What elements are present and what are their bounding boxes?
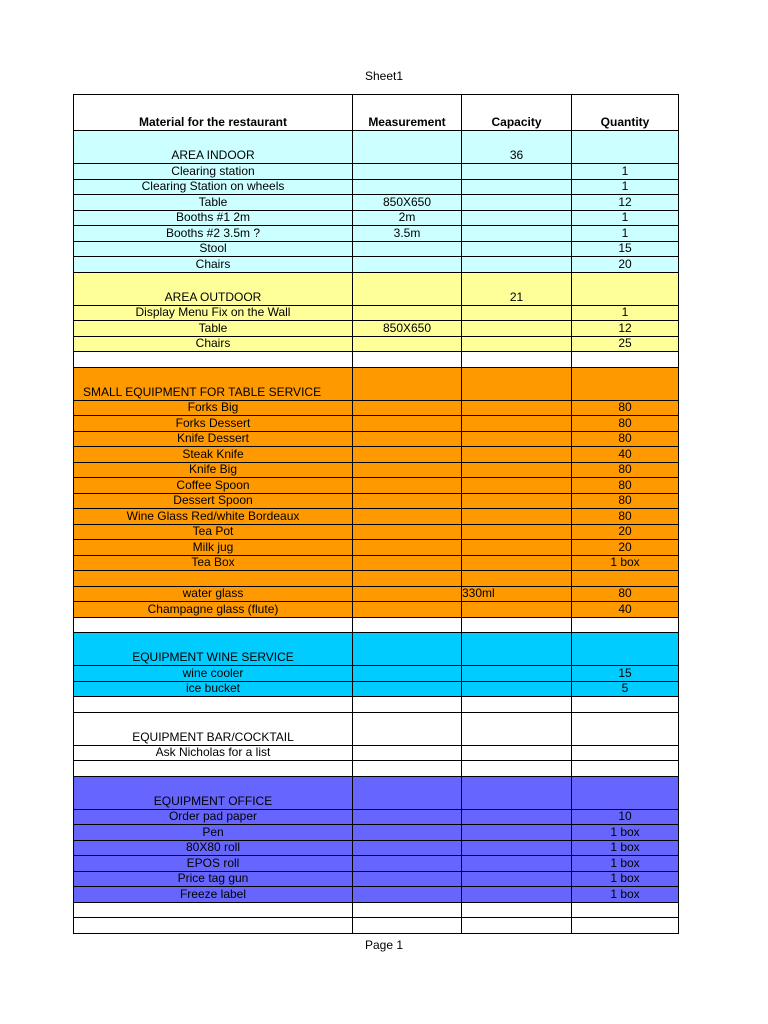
capacity-cell [462, 524, 572, 540]
capacity-cell [462, 321, 572, 337]
material-cell: wine cooler [74, 666, 353, 682]
quantity-cell: 1 [572, 179, 679, 195]
blank-row [74, 918, 679, 934]
table-row [74, 336, 679, 352]
material-cell: Steak Knife [74, 447, 353, 463]
table-row [74, 586, 679, 602]
table-row [74, 321, 679, 337]
capacity-cell [462, 305, 572, 321]
header-material: Material for the restaurant [74, 95, 353, 131]
page-footer: Page 1 [364, 938, 404, 952]
capacity-cell [462, 179, 572, 195]
quantity-cell: 15 [572, 666, 679, 682]
table-row [74, 447, 679, 463]
capacity-cell [462, 509, 572, 525]
measurement-cell [353, 493, 462, 509]
capacity-cell [462, 367, 572, 400]
table-row [74, 745, 679, 761]
material-cell: Freeze label [74, 887, 353, 903]
table-row [74, 681, 679, 697]
capacity-cell [462, 462, 572, 478]
table-row [74, 493, 679, 509]
material-cell [74, 571, 353, 587]
material-cell [74, 697, 353, 713]
material-cell: AREA INDOOR [74, 131, 353, 164]
capacity-cell [462, 400, 572, 416]
material-cell: EQUIPMENT BAR/COCKTAIL [74, 712, 353, 745]
quantity-cell: 12 [572, 195, 679, 211]
quantity-cell: 12 [572, 321, 679, 337]
measurement-cell [353, 352, 462, 368]
table-row [74, 400, 679, 416]
material-cell: Order pad paper [74, 809, 353, 825]
quantity-cell: 1 box [572, 555, 679, 571]
measurement-cell [353, 856, 462, 872]
section-header-row [74, 272, 679, 305]
capacity-cell [462, 336, 572, 352]
table-row [74, 809, 679, 825]
material-cell: EQUIPMENT WINE SERVICE [74, 633, 353, 666]
measurement-cell [353, 902, 462, 918]
table-row [74, 164, 679, 180]
measurement-cell: 850X650 [353, 195, 462, 211]
table-row [74, 856, 679, 872]
table-row [74, 602, 679, 618]
quantity-cell: 80 [572, 416, 679, 432]
quantity-cell [572, 776, 679, 809]
measurement-cell [353, 179, 462, 195]
material-table [73, 94, 679, 934]
material-cell: Table [74, 195, 353, 211]
capacity-cell [462, 887, 572, 903]
measurement-cell: 2m [353, 210, 462, 226]
capacity-cell [462, 447, 572, 463]
capacity-cell [462, 681, 572, 697]
quantity-cell: 1 box [572, 887, 679, 903]
material-cell: Chairs [74, 257, 353, 273]
measurement-cell [353, 887, 462, 903]
header-row [74, 95, 679, 131]
quantity-cell [572, 272, 679, 305]
material-cell: Ask Nicholas for a list [74, 745, 353, 761]
quantity-cell: 1 box [572, 825, 679, 841]
capacity-cell [462, 840, 572, 856]
capacity-cell [462, 666, 572, 682]
material-cell [74, 902, 353, 918]
table-row [74, 195, 679, 211]
table-row [74, 478, 679, 494]
capacity-cell [462, 712, 572, 745]
quantity-cell [572, 918, 679, 934]
blank-row [74, 761, 679, 777]
measurement-cell [353, 462, 462, 478]
table-row [74, 825, 679, 841]
quantity-cell: 80 [572, 431, 679, 447]
quantity-cell: 80 [572, 493, 679, 509]
sheet-title: Sheet1 [364, 69, 404, 83]
quantity-cell [572, 712, 679, 745]
capacity-cell [462, 226, 572, 242]
quantity-cell: 80 [572, 509, 679, 525]
material-cell: Knife Dessert [74, 431, 353, 447]
measurement-cell [353, 416, 462, 432]
quantity-cell: 1 [572, 210, 679, 226]
measurement-cell [353, 367, 462, 400]
capacity-cell [462, 210, 572, 226]
capacity-cell [462, 493, 572, 509]
quantity-cell: 40 [572, 602, 679, 618]
table-row [74, 509, 679, 525]
measurement-cell [353, 776, 462, 809]
measurement-cell [353, 918, 462, 934]
capacity-cell [462, 697, 572, 713]
quantity-cell: 1 [572, 305, 679, 321]
capacity-cell [462, 617, 572, 633]
material-cell: AREA OUTDOOR [74, 272, 353, 305]
measurement-cell [353, 257, 462, 273]
measurement-cell: 3.5m [353, 226, 462, 242]
measurement-cell [353, 241, 462, 257]
capacity-cell [462, 825, 572, 841]
quantity-cell: 20 [572, 540, 679, 556]
header-capacity: Capacity [462, 95, 572, 131]
quantity-cell [572, 131, 679, 164]
capacity-cell [462, 902, 572, 918]
header-measurement: Measurement [353, 95, 462, 131]
table-row [74, 305, 679, 321]
measurement-cell [353, 633, 462, 666]
measurement-cell [353, 555, 462, 571]
table-row [74, 555, 679, 571]
measurement-cell [353, 617, 462, 633]
quantity-cell: 15 [572, 241, 679, 257]
measurement-cell [353, 524, 462, 540]
capacity-cell [462, 416, 572, 432]
quantity-cell [572, 761, 679, 777]
capacity-cell [462, 571, 572, 587]
table-row [74, 871, 679, 887]
table-row [74, 179, 679, 195]
section-header-row [74, 712, 679, 745]
measurement-cell [353, 431, 462, 447]
quantity-cell: 25 [572, 336, 679, 352]
material-cell: Champagne glass (flute) [74, 602, 353, 618]
material-cell: Chairs [74, 336, 353, 352]
material-cell: Booths #1 2m [74, 210, 353, 226]
capacity-cell [462, 478, 572, 494]
measurement-cell [353, 681, 462, 697]
blank-row [74, 352, 679, 368]
material-cell [74, 617, 353, 633]
header-quantity: Quantity [572, 95, 679, 131]
capacity-cell [462, 431, 572, 447]
table-row [74, 666, 679, 682]
capacity-cell [462, 241, 572, 257]
table-row [74, 540, 679, 556]
table-row [74, 840, 679, 856]
capacity-cell [462, 633, 572, 666]
capacity-cell [462, 195, 572, 211]
blank-row [74, 571, 679, 587]
capacity-cell: 36 [462, 131, 572, 164]
material-cell: Display Menu Fix on the Wall [74, 305, 353, 321]
measurement-cell [353, 712, 462, 745]
material-cell: Wine Glass Red/white Bordeaux [74, 509, 353, 525]
measurement-cell [353, 478, 462, 494]
blank-row [74, 902, 679, 918]
measurement-cell [353, 761, 462, 777]
measurement-cell [353, 305, 462, 321]
quantity-cell [572, 697, 679, 713]
capacity-cell: 330ml [462, 586, 572, 602]
material-cell: EQUIPMENT OFFICE [74, 776, 353, 809]
material-cell: Clearing Station on wheels [74, 179, 353, 195]
material-cell: Dessert Spoon [74, 493, 353, 509]
capacity-cell [462, 257, 572, 273]
table-row [74, 524, 679, 540]
material-cell [74, 761, 353, 777]
table-row [74, 210, 679, 226]
measurement-cell [353, 745, 462, 761]
blank-row [74, 617, 679, 633]
measurement-cell [353, 666, 462, 682]
measurement-cell [353, 602, 462, 618]
capacity-cell [462, 856, 572, 872]
measurement-cell [353, 871, 462, 887]
capacity-cell [462, 809, 572, 825]
material-cell: Knife Big [74, 462, 353, 478]
quantity-cell [572, 633, 679, 666]
quantity-cell: 20 [572, 524, 679, 540]
capacity-cell [462, 871, 572, 887]
material-cell: Price tag gun [74, 871, 353, 887]
material-cell: Coffee Spoon [74, 478, 353, 494]
material-cell: Stool [74, 241, 353, 257]
measurement-cell [353, 400, 462, 416]
capacity-cell: 21 [462, 272, 572, 305]
material-cell: EPOS roll [74, 856, 353, 872]
section-header-row [74, 367, 679, 400]
capacity-cell [462, 745, 572, 761]
quantity-cell: 80 [572, 462, 679, 478]
material-cell: Tea Box [74, 555, 353, 571]
material-cell: Clearing station [74, 164, 353, 180]
material-table-body [74, 95, 679, 934]
table-row [74, 226, 679, 242]
quantity-cell: 40 [572, 447, 679, 463]
quantity-cell: 1 [572, 226, 679, 242]
quantity-cell: 1 [572, 164, 679, 180]
material-cell: Table [74, 321, 353, 337]
quantity-cell: 1 box [572, 856, 679, 872]
capacity-cell [462, 164, 572, 180]
measurement-cell [353, 697, 462, 713]
measurement-cell [353, 540, 462, 556]
table-row [74, 887, 679, 903]
quantity-cell [572, 745, 679, 761]
quantity-cell: 1 box [572, 840, 679, 856]
material-cell: Booths #2 3.5m ? [74, 226, 353, 242]
material-cell: ice bucket [74, 681, 353, 697]
material-cell: 80X80 roll [74, 840, 353, 856]
measurement-cell [353, 825, 462, 841]
measurement-cell [353, 336, 462, 352]
measurement-cell [353, 586, 462, 602]
measurement-cell [353, 131, 462, 164]
quantity-cell: 20 [572, 257, 679, 273]
quantity-cell: 80 [572, 586, 679, 602]
material-cell: Pen [74, 825, 353, 841]
material-cell [74, 918, 353, 934]
capacity-cell [462, 602, 572, 618]
section-header-row [74, 131, 679, 164]
quantity-cell [572, 902, 679, 918]
table-row [74, 416, 679, 432]
measurement-cell [353, 840, 462, 856]
measurement-cell: 850X650 [353, 321, 462, 337]
quantity-cell: 80 [572, 478, 679, 494]
capacity-cell [462, 352, 572, 368]
measurement-cell [353, 272, 462, 305]
material-cell: Forks Big [74, 400, 353, 416]
quantity-cell: 5 [572, 681, 679, 697]
measurement-cell [353, 509, 462, 525]
material-cell: Milk jug [74, 540, 353, 556]
material-cell: SMALL EQUIPMENT FOR TABLE SERVICE [74, 367, 353, 400]
capacity-cell [462, 918, 572, 934]
quantity-cell: 80 [572, 400, 679, 416]
measurement-cell [353, 571, 462, 587]
section-header-row [74, 776, 679, 809]
quantity-cell [572, 571, 679, 587]
material-cell: water glass [74, 586, 353, 602]
quantity-cell [572, 367, 679, 400]
quantity-cell [572, 352, 679, 368]
material-cell: Tea Pot [74, 524, 353, 540]
capacity-cell [462, 555, 572, 571]
table-row [74, 462, 679, 478]
material-cell: Forks Dessert [74, 416, 353, 432]
table-row [74, 257, 679, 273]
capacity-cell [462, 776, 572, 809]
table-row [74, 431, 679, 447]
material-cell [74, 352, 353, 368]
quantity-cell [572, 617, 679, 633]
section-header-row [74, 633, 679, 666]
blank-row [74, 697, 679, 713]
measurement-cell [353, 809, 462, 825]
measurement-cell [353, 447, 462, 463]
capacity-cell [462, 761, 572, 777]
capacity-cell [462, 540, 572, 556]
table-row [74, 241, 679, 257]
quantity-cell: 1 box [572, 871, 679, 887]
measurement-cell [353, 164, 462, 180]
quantity-cell: 10 [572, 809, 679, 825]
